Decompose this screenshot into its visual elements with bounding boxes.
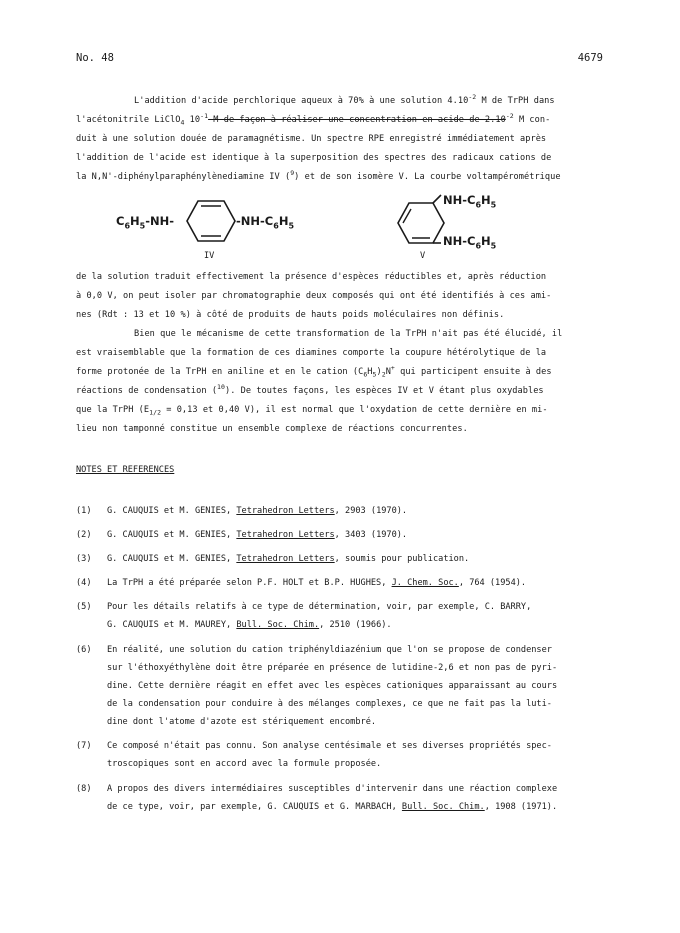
paragraph-3-line-3: forme protonée de la TrPH en aniline et en le cation $(C_6H_5)_2N^+$ qui participent ensuite à des xyxy=(76,364,552,379)
paragraph-1-line-5: la N,N'-diphénylparaphénylènediamine IV ($^9$) et de son isomère V. La courbe voltampérométrique xyxy=(76,169,561,182)
paragraph-3-line-6: lieu non tamponné constitue un ensemble complexe de réactions concurrentes. xyxy=(76,424,468,434)
paragraph-1-line-3: duit à une solution douée de paramagnétisme. Un spectre RPE enregistré immédiatement après xyxy=(76,134,547,144)
paragraph-2-line-2: à 0,0 V, on peut isoler par chromatographie deux composés qui ont été identifiés à ces ami- xyxy=(76,291,552,301)
structure-v-bottom-group: $NH-C_6H_5$ xyxy=(443,234,497,251)
structure-iv-benzene-ring xyxy=(186,199,236,243)
structure-iv-right-group: $-NH-C_6H_5$ xyxy=(236,214,295,231)
paragraph-1-line-4: l'addition de l'acide est identique à la superposition des spectres des radicaux cations de xyxy=(76,153,552,163)
structure-iv-label: IV xyxy=(204,251,215,261)
paragraph-3-line-4: réactions de condensation ($^{10}$). De toutes façons, les espèces IV et V étant plus oxydables xyxy=(76,383,544,396)
notes-heading: NOTES ET REFERENCES xyxy=(76,465,175,475)
paragraph-2-line-3: nes (Rdt : 13 et 10 %) à côté de produits de hauts poids moléculaires non définis. xyxy=(76,310,505,320)
structure-v-benzene-ring xyxy=(397,201,445,245)
paragraph-1-line-2: l'acétonitrile LiClO$_4$ $10^{-1}$ M de façon à réaliser une concentration en acide de $2.10^{-2}$ M con- xyxy=(76,112,551,127)
structure-v-top-group: $NH-C_6H_5$ xyxy=(443,193,497,210)
page-number: 4679 xyxy=(577,52,603,64)
journal-number: No. 48 xyxy=(76,52,114,64)
paragraph-3-line-2: est vraisemblable que la formation de ces diamines comporte la coupure hétérolytique de la xyxy=(76,348,547,358)
paragraph-1-line-1: L'addition d'acide perchlorique aqueux à 70% à une solution $4.10^{-2}$ M de TrPH dans xyxy=(134,93,555,106)
paragraph-3-line-1: Bien que le mécanisme de cette transformation de la TrPH n'ait pas été élucidé, il xyxy=(134,329,563,339)
structure-v-label: V xyxy=(420,251,426,261)
paragraph-3-line-5: que la TrPH ($E_{1/2} = 0,13$ et 0,40 V), il est normal que l'oxydation de cette dernière en mi- xyxy=(76,405,548,417)
paragraph-2-line-1: de la solution traduit effectivement la présence d'espèces réductibles et, après réduction xyxy=(76,272,547,282)
journal-page: No. 48 4679 L'addition d'acide perchlorique aqueux à 70% à une solution $4.10^{-2}$ M de TrPH dans l'acétonitrile LiClO$_4$ $10^{-1}$ M de façon à réaliser une concentration en acide de $2.10^{-2}$ M con- duit à une solution douée de paramagnétisme. Un spectre RPE enregistré immédiatement après l'addition de l'acide est identique à la superposition des spectres des radicaux cations de la N,N'-diphénylparaphénylènediamine IV ($^9$) et de son isomère V. La courbe voltampérométrique $C_6H_5-NH-$ $-NH-C_6H_5$ IV $NH-C_6H_5$ $NH-C_6H_5$ V de la solution traduit effectivement la présence d'espèces réductibles et, après réduction à 0,0 V, on peut isoler par chromatographie deux composés qui ont été identifiés à ces ami- nes (Rdt : 13 et 10 %) à côté de produits de hauts poids moléculaires non définis. Bien que le mécanisme de cette transformation de la TrPH n'ait pas été élucidé, il est vraisemblable que la formation de ces diamines comporte la coupure hétérolytique de la forme protonée de la TrPH en aniline et en le cation $(C_6H_5)_2N^+$ qui participent ensuite à des réactions de condensation ($^{10}$). De toutes façons, les espèces IV et V étant plus oxydables que la TrPH ($E_{1/2} = 0,13$ et 0,40 V), il est normal que l'oxydation de cette dernière en mi- lieu non tamponné constitue un ensemble complexe de réactions concurrentes. NOTES ET REFERENCES (1) G. CAUQUIS et M. GENIES, Tetrahedron Letters, 2903 (1970). (2) G. CAUQUIS et M. GENIES, Tetrahedron Letters, 3403 (1970). (3) G. CAUQUIS et M. GENIES, Tetrahedron Letters, soumis pour publication. (4) La TrPH a été préparée selon P.F. HOLT et B.P. HUGHES, J. Chem. Soc., 764 (1954). (5) Pour les détails relatifs à ce type de détermination, voir, par exemple, C. BARRY, G. CAUQUIS et M. MAUREY, Bull. Soc. Chim., 2510 (1966). (6) En réalité, une solution du cation triphényldiazénium que l'on se propose de condenser sur l'éthoxyéthylène doit être préparée en présence de lutidine-2,6 et non pas de pyri- dine. Cette dernière réagit en effet avec les espèces cationiques apparaissant au cours de la condensation pour conduire à des mélanges complexes, ce que ne fait pas la luti- dine dont l'atome d'azote est stériquement encombré. (7) Ce composé n'était pas connu. Son analyse centésimale et ses diverses propriétés spec- troscopiques sont en accord avec la formule proposée. (8) A propos des divers intermédiaires susceptibles d'intervenir dans une réaction complexe de ce type, voir, par exemple, G. CAUQUIS et G. MARBACH, Bull. Soc. Chim., 1908 (1971). xyxy=(76,52,603,812)
structure-iv-left-group: $C_6H_5-NH-$ xyxy=(116,214,175,231)
